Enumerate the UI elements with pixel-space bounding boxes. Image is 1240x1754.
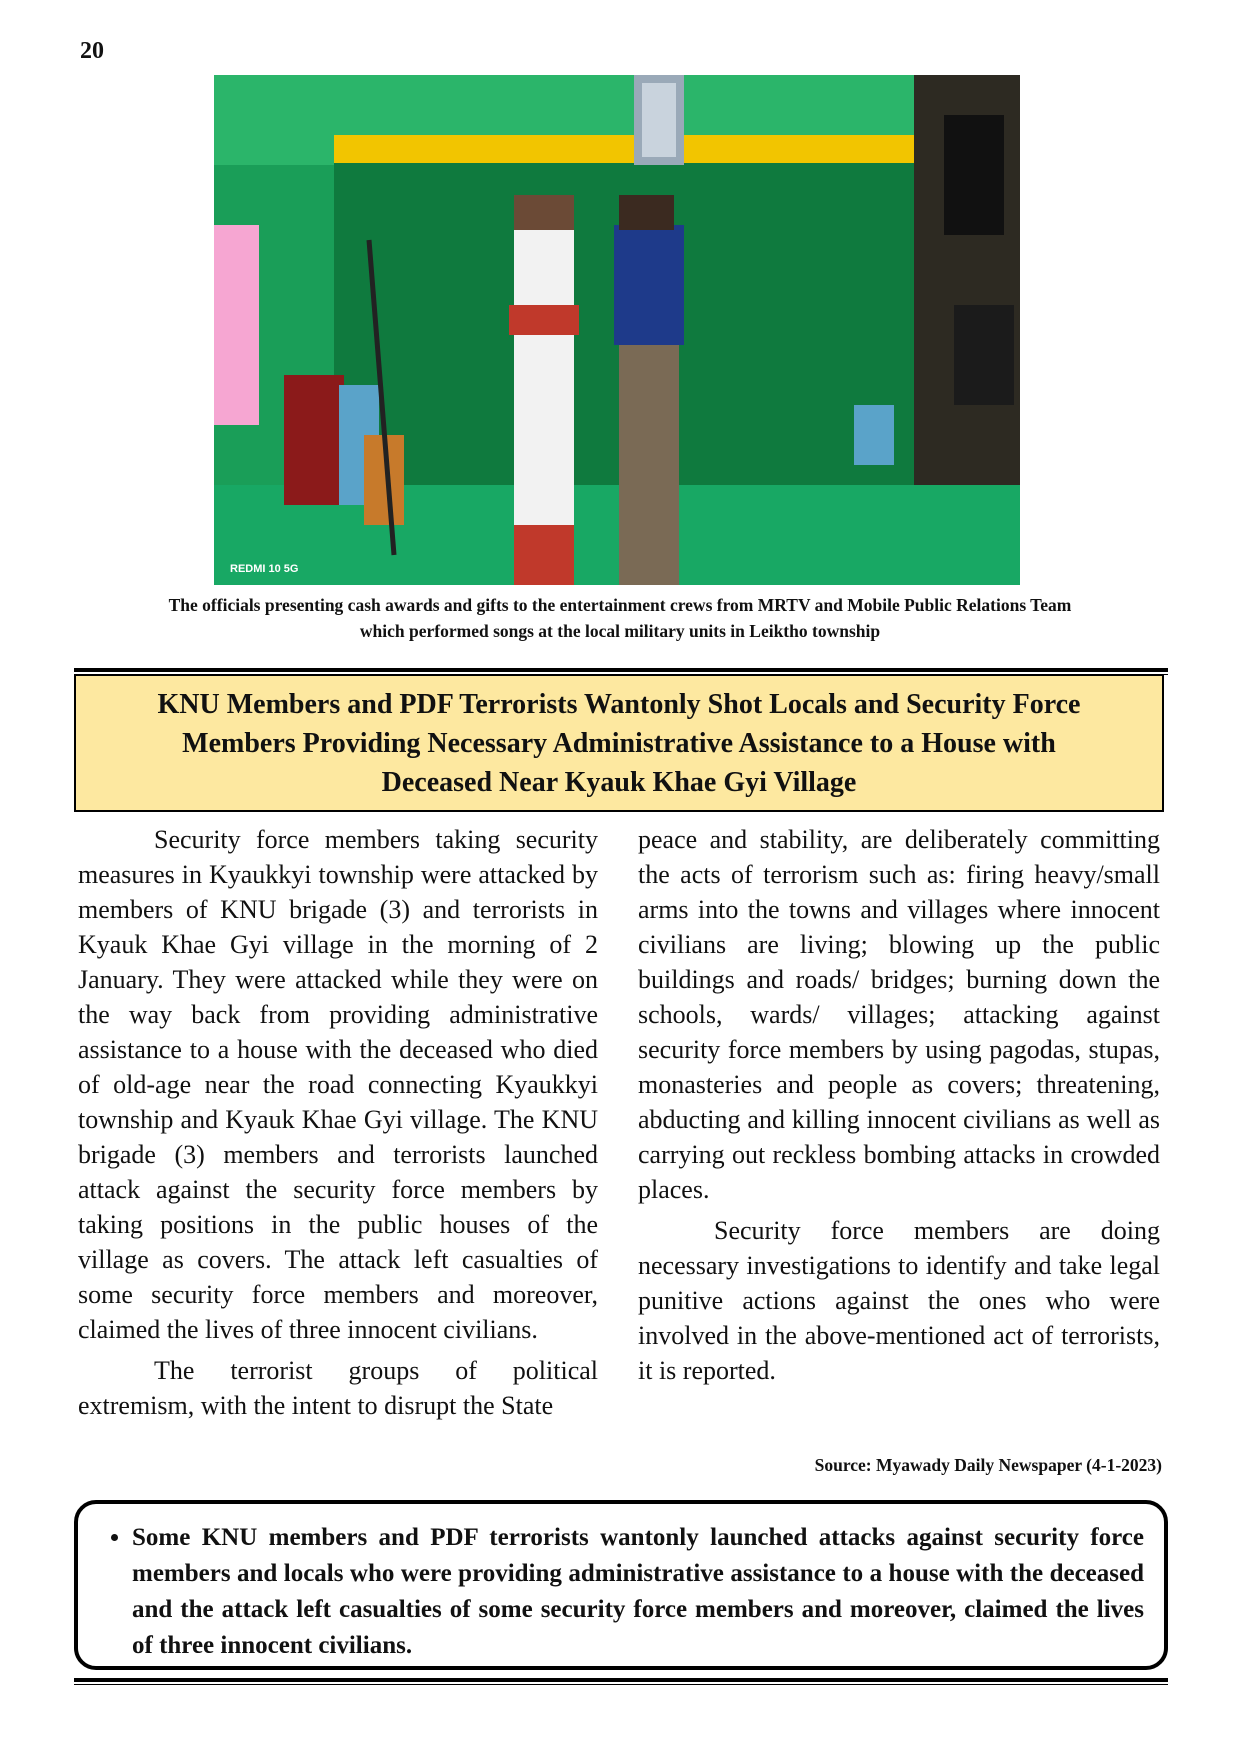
article-paragraph: Security force members are doing necessary investigations to identify and take legal punitive actions against the ones who were involved in the above-mentioned act of terrorists, it is reported. <box>638 1216 1160 1385</box>
article-headline <box>158 685 1081 802</box>
caption-line-1: The officials presenting cash awards and gifts to the entertainment crews from MRTV and Mobile Public Relations Team <box>168 595 1072 615</box>
photo-watermark: REDMI 10 5G <box>230 563 299 575</box>
news-photo <box>214 75 1020 585</box>
headline-line-2: Members Providing Necessary Administrative Assistance to a House with <box>182 727 1056 759</box>
article-column-left <box>78 822 598 1423</box>
page-number: 20 <box>80 38 104 64</box>
headline-box <box>74 674 1164 812</box>
headline-line-3: Deceased Near Kyauk Khae Gyi Village <box>381 766 857 798</box>
caption-line-2: which performed songs at the local military units in Leiktho township <box>359 621 881 641</box>
source-citation: Source: Myawady Daily Newspaper (4-1-2023) <box>814 1455 1162 1475</box>
summary-box <box>74 1500 1168 1670</box>
stage-scene-illustration <box>214 75 1020 585</box>
summary-bullet: • Some KNU members and PDF terrorists wantonly launched attacks against security force members and locals who were providing administrative assistance to a house with the deceased and the attack left casualties of some security force members and moreover, claimed the lives of three innocent civilians. <box>132 1520 1144 1664</box>
summary-list <box>98 1520 1144 1664</box>
article-paragraph: Security force members taking security measures in Kyaukkyi township were attacked by members of KNU brigade (3) and terrorists in Kyauk Khae Gyi village in the morning of 2 January. They were attacked while they were on the way back from providing administrative assistance to a house with the deceased who died of old-age near the road connecting Kyaukkyi township and Kyauk Khae Gyi village. The KNU brigade (3) members and terrorists launched attack against the security force members by taking positions in the public houses of the village as covers. The attack left casualties of some security force members and moreover, claimed the lives of three innocent civilians. <box>78 825 598 1344</box>
article-paragraph: The terrorist groups of political extremism, with the intent to disrupt the State <box>78 1356 598 1420</box>
article-column-right <box>638 822 1160 1388</box>
headline-line-1: KNU Members and PDF Terrorists Wantonly Shot Locals and Security Force <box>157 688 1081 720</box>
photo-caption <box>70 592 1170 644</box>
article-paragraph: peace and stability, are deliberately committing the acts of terrorism such as: firing heavy/small arms into the towns and villages where innocent civilians are living; blowing up the public buildings and roads/ bridges; burning down the schools, wards/ villages; attacking against security force members by using pagodas, stupas, monasteries and people as covers; threatening, abducting and killing innocent civilians as well as carrying out reckless bombing attacks in crowded places. <box>638 825 1160 1204</box>
bottom-divider <box>74 1678 1168 1685</box>
